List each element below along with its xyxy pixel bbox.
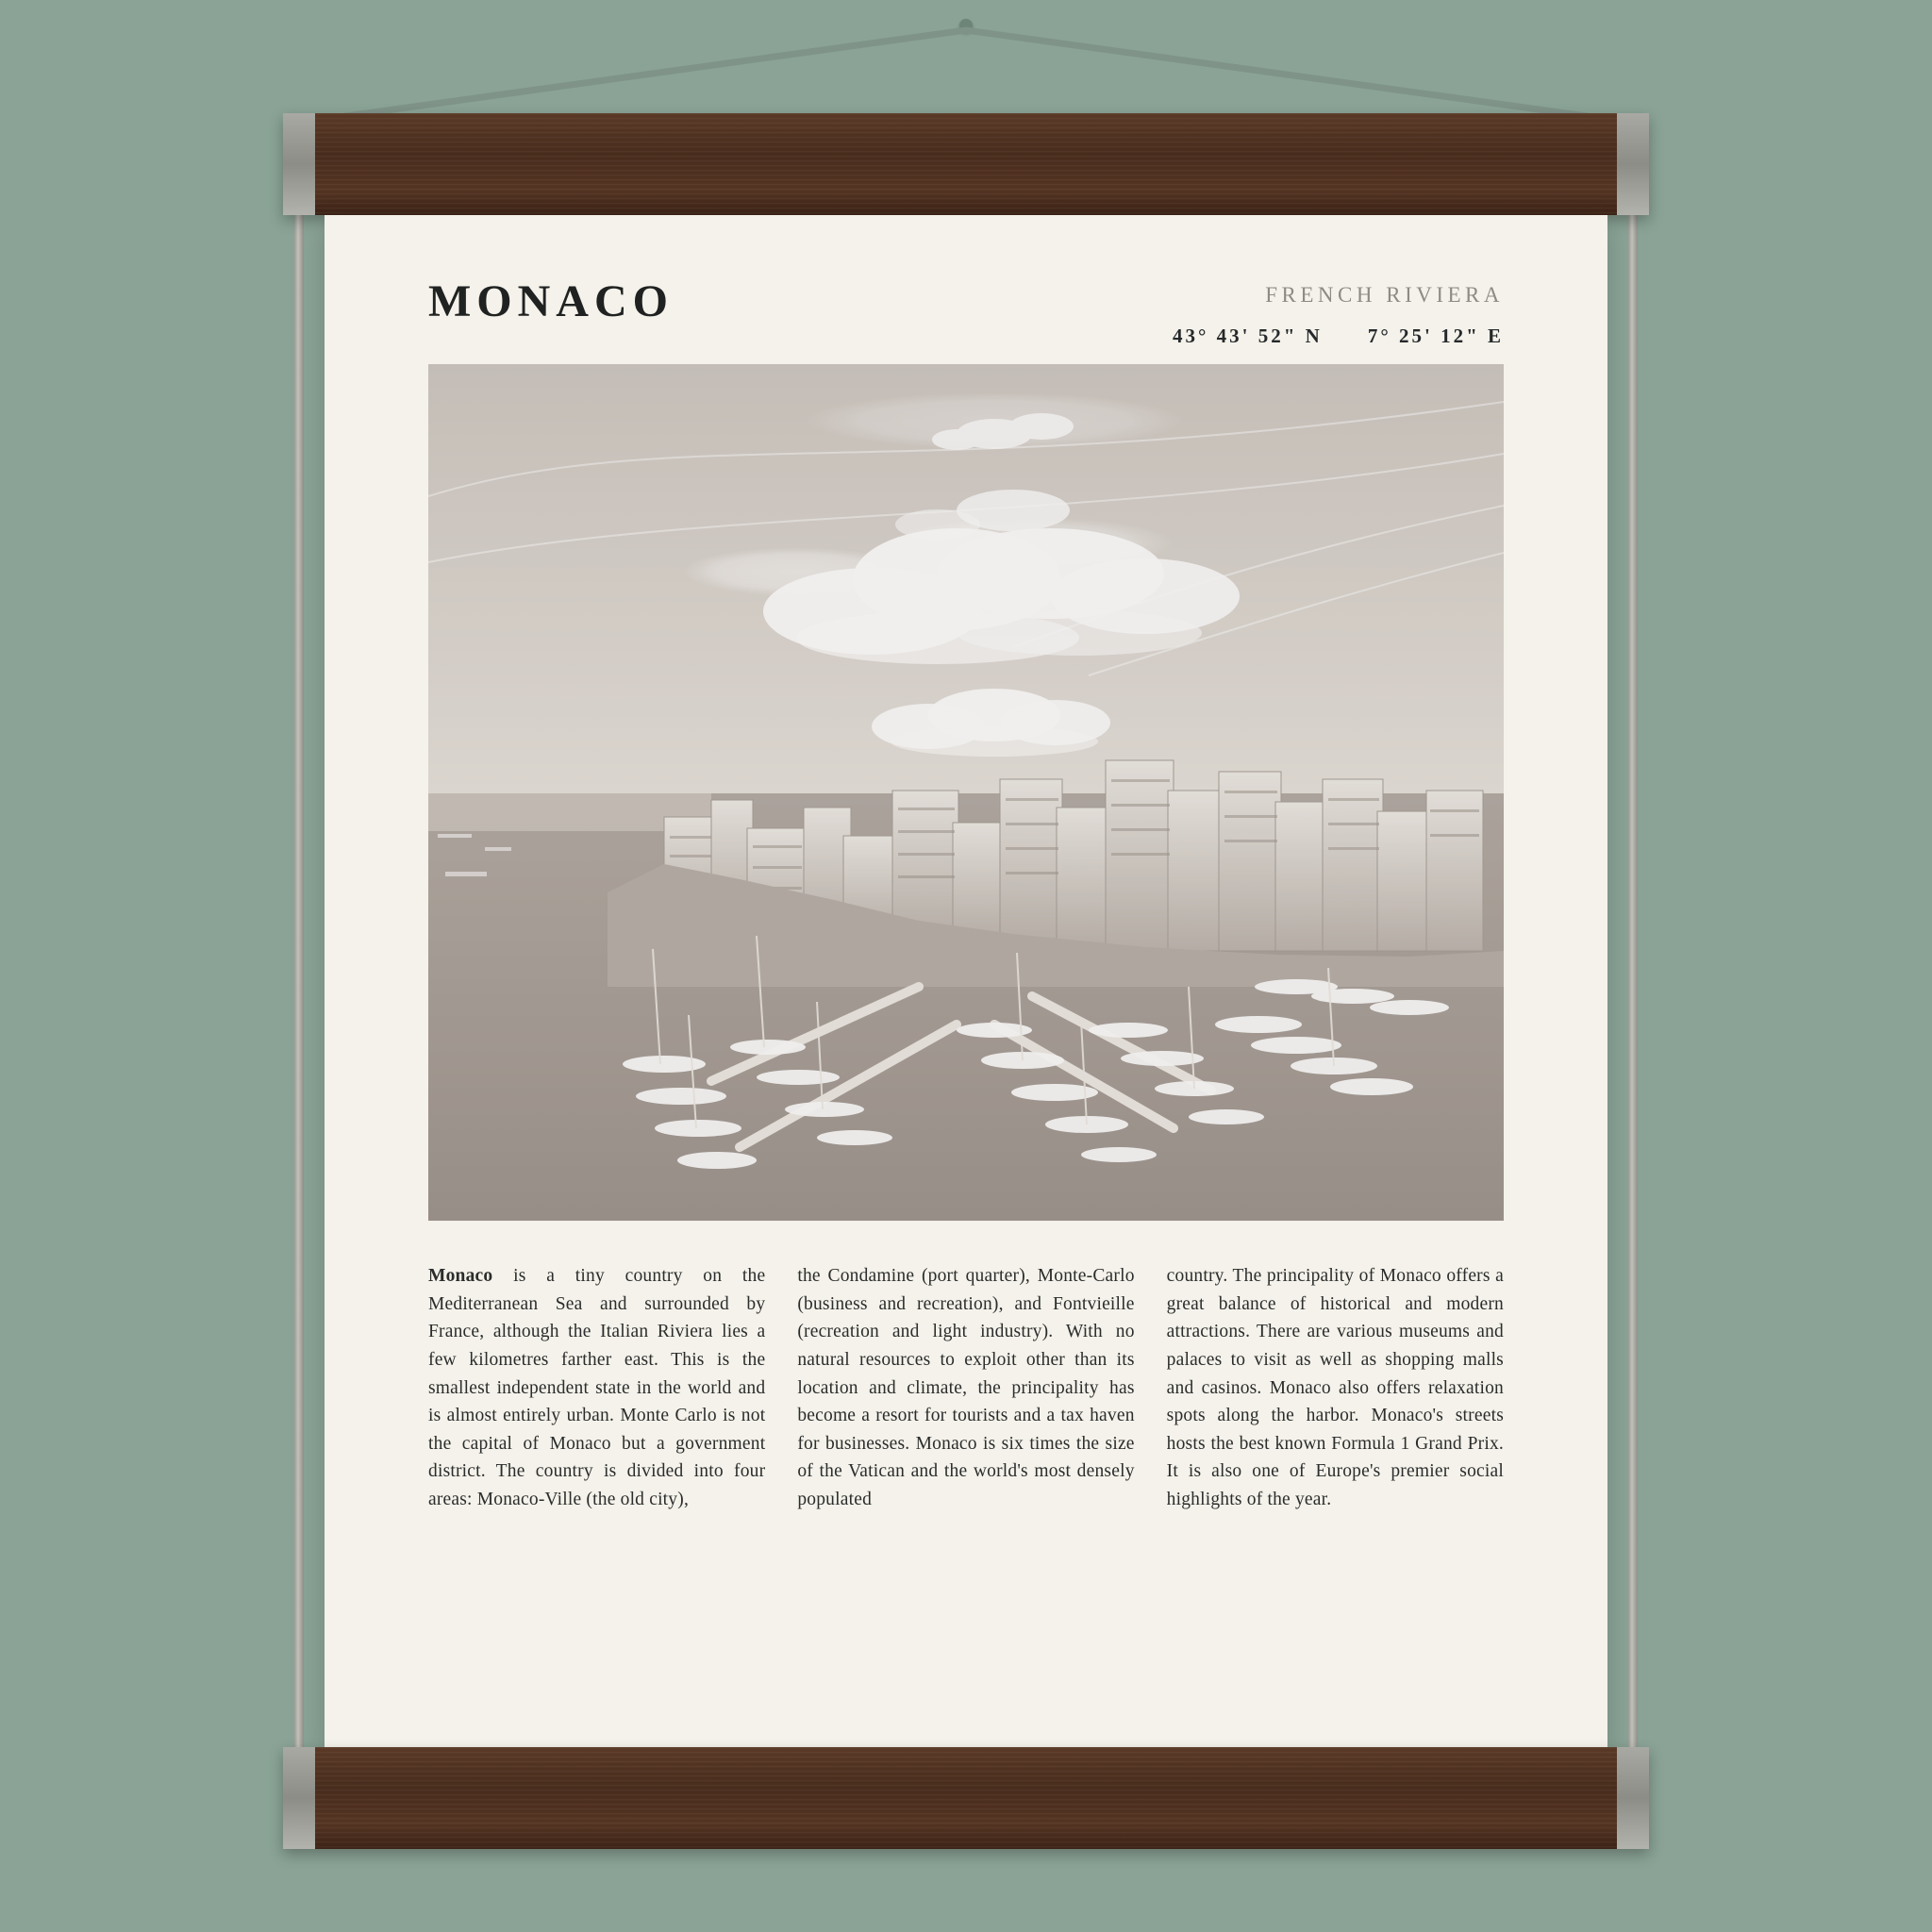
page-title: MONACO xyxy=(428,276,674,326)
article-column-3: country. The principality of Monaco offers a great balance of historical and modern attractions. There are various museums and palaces to visit as well as shopping malls and casinos. Monaco also offers relaxation spots along the harbor. Monaco's streets hosts the best known Formula 1 Grand Prix. It is also one of Europe's premier social highlights of the year. xyxy=(1166,1266,1504,1509)
poster-paper xyxy=(325,215,1607,1747)
rail-cap-top-right xyxy=(1617,113,1649,215)
article-column-1-text: is a tiny country on the Mediterranean Sea and surrounded by France, although the Italian Riviera lies a few kilometres farther east. This is the smallest independent state in the world and is almost entirely urban. Monte Carlo is not the capital of Monaco but a government district. The country is divided into four areas: Monaco-Ville (the old city), xyxy=(428,1266,766,1509)
latitude-value: 43° 43' 52" N xyxy=(1173,325,1323,347)
poster-content xyxy=(428,274,1504,1694)
framed-poster xyxy=(283,113,1649,1849)
article-column-1 xyxy=(428,1262,765,1514)
rail-cap-top-left xyxy=(283,113,315,215)
region-label: FRENCH RIVIERA xyxy=(1265,283,1504,307)
frame-rail-top xyxy=(283,113,1649,215)
article-columns xyxy=(428,1262,1504,1514)
rail-cap-bottom-right xyxy=(1617,1747,1649,1849)
article-lead-word: Monaco xyxy=(428,1266,493,1286)
coordinates xyxy=(1173,325,1504,348)
rail-cap-bottom-left xyxy=(283,1747,315,1849)
harbour-photograph xyxy=(428,364,1504,1221)
article-column-2: the Condamine (port quarter), Monte-Carlo (business and recreation), and Fontvieille (recreation and light industry). With no natural resources to exploit other than its location and climate, the principality has become a resort for tourists and a tax haven for businesses. Monaco is six times the size of the Vatican and the world's most densely populated xyxy=(797,1266,1135,1509)
longitude-value: 7° 25' 12" E xyxy=(1367,325,1504,347)
frame-rail-bottom xyxy=(283,1747,1649,1849)
hanger-strap-left xyxy=(294,208,304,1764)
poster-header xyxy=(428,274,1504,364)
hanger-strap-right xyxy=(1628,208,1638,1764)
